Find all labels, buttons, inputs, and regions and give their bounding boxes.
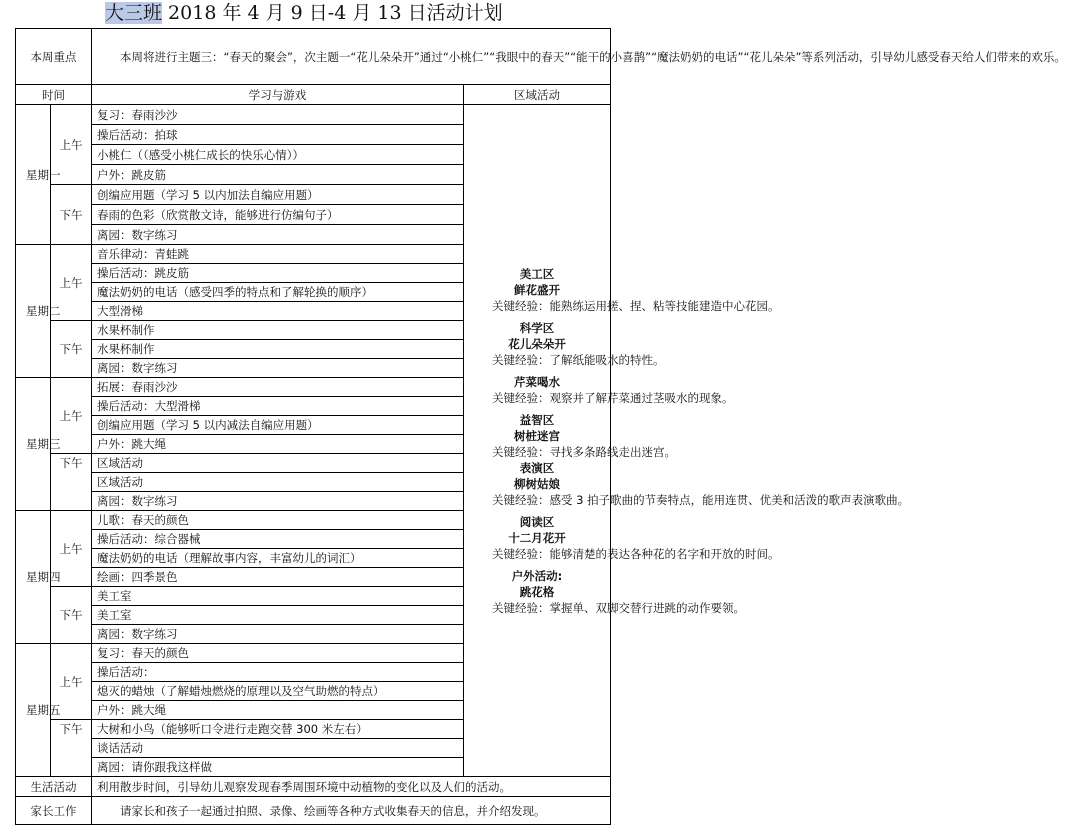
header-study: 学习与游戏: [92, 85, 464, 105]
parent-row: [16, 797, 611, 825]
day-label: 星期二: [16, 245, 51, 378]
area-qincai-title: 芹菜喝水: [514, 374, 560, 389]
activity-cell: 户外：跳大绳: [92, 435, 464, 454]
activity-cell: 操后活动：跳皮筋: [92, 264, 464, 283]
activity-cell: 熄灭的蜡烛（了解蜡烛燃烧的原理以及空气助燃的特点）: [92, 682, 464, 701]
activity-cell: 儿歌：春天的颜色: [92, 511, 464, 530]
activity-cell: 音乐律动：青蛙跳: [92, 245, 464, 264]
focus-text: 本周将进行主题三：“春天的聚会”，次主题一“花儿朵朵开”通过“小桃仁”“我眼中的春天”“能干的小喜鹊”“魔法奶奶的电话”“花儿朵朵”等系列活动，引导幼儿感受春天给人们带来的欢乐。: [92, 29, 611, 85]
pm-label: 下午: [51, 587, 92, 644]
focus-label: 本周重点: [16, 29, 92, 85]
parent-label: 家长工作: [16, 797, 92, 825]
activity-cell: 操后活动：: [92, 663, 464, 682]
day-label: 星期五: [16, 644, 51, 777]
title-rest: 2018 年 4 月 9 日-4 月 13 日活动计划: [162, 2, 503, 24]
am-label: 上午: [51, 511, 92, 587]
day-label: 星期四: [16, 511, 51, 644]
area-biaoyan-title: 表演区: [519, 460, 555, 475]
area-yuedu-sub: 十二月花开: [508, 530, 566, 545]
pm-label: 下午: [51, 454, 92, 511]
area-kexue-sub: 花儿朵朵开: [508, 336, 566, 351]
activity-cell: 谈话活动: [92, 739, 464, 758]
activity-cell: 春雨的色彩（欣赏散文诗，能够进行仿编句子）: [92, 205, 464, 225]
area-meigong-title: 美工区: [519, 266, 555, 281]
activity-cell: 小桃仁（（感受小桃仁成长的快乐心情））: [92, 145, 464, 165]
area-activities: [464, 105, 910, 777]
activity-cell: 美工室: [92, 606, 464, 625]
area-biaoyan-sub: 柳树姑娘: [514, 476, 560, 491]
table-row: [16, 105, 611, 125]
life-text: 利用散步时间，引导幼儿观察发现春季周围环境中动植物的变化以及人们的活动。: [92, 777, 611, 797]
area-kexue-text: 关键经验：了解纸能吸水的特性。: [492, 352, 665, 367]
activity-cell: 操后活动：大型滑梯: [92, 397, 464, 416]
activity-cell: 户外：跳大绳: [92, 701, 464, 720]
area-yuedu-text: 关键经验：能够清楚的表达各种花的名字和开放的时间。: [492, 546, 780, 561]
parent-text: 请家长和孩子一起通过拍照、录像、绘画等各种方式收集春天的信息，并介绍发现。: [92, 797, 611, 825]
am-label: 上午: [51, 644, 92, 720]
area-biaoyan-text: 关键经验：感受 3 拍子歌曲的节奏特点，能用连贯、优美和活泼的歌声表演歌曲。: [492, 492, 910, 507]
activity-cell: 创编应用题（学习 5 以内加法自编应用题）: [92, 185, 464, 205]
activity-cell: 离园：数字练习: [92, 492, 464, 511]
activity-cell: 创编应用题（学习 5 以内减法自编应用题）: [92, 416, 464, 435]
activity-cell: 大型滑梯: [92, 302, 464, 321]
am-label: 上午: [51, 378, 92, 454]
activity-cell: 魔法奶奶的电话（感受四季的特点和了解轮换的顺序）: [92, 283, 464, 302]
area-meigong-sub: 鲜花盛开: [514, 282, 560, 297]
activity-cell: 魔法奶奶的电话（理解故事内容，丰富幼儿的词汇）: [92, 549, 464, 568]
activity-cell: 操后活动：拍球: [92, 125, 464, 145]
activity-cell: 美工室: [92, 587, 464, 606]
activity-cell: 区域活动: [92, 473, 464, 492]
activity-cell: 离园：请你跟我这样做: [92, 758, 464, 777]
header-time: 时间: [16, 85, 92, 105]
area-huwai-text: 关键经验：掌握单、双脚交替行进跳的动作要领。: [492, 600, 745, 615]
area-yuedu-title: 阅读区: [519, 514, 555, 529]
activity-cell: 绘画：四季景色: [92, 568, 464, 587]
life-label: 生活活动: [16, 777, 92, 797]
pm-label: 下午: [51, 185, 92, 245]
focus-row: [16, 29, 611, 85]
area-huwai-sub: 跳花格: [519, 584, 555, 599]
activity-cell: 复习：春天的颜色: [92, 644, 464, 663]
pm-label: 下午: [51, 321, 92, 378]
day-label: 星期三: [16, 378, 51, 511]
area-qincai-text: 关键经验：观察并了解芹菜通过茎吸水的现象。: [492, 390, 734, 405]
area-yizhi-sub: 树桩迷宫: [514, 428, 560, 443]
activity-cell: 户外：跳皮筋: [92, 165, 464, 185]
area-yizhi-text: 关键经验：寻找多条路线走出迷宫。: [492, 444, 676, 459]
activity-cell: 离园：数字练习: [92, 359, 464, 378]
pm-label: 下午: [51, 720, 92, 777]
class-name: 大三班: [105, 2, 163, 24]
activity-cell: 离园：数字练习: [92, 225, 464, 245]
am-label: 上午: [51, 105, 92, 185]
page-title: [105, 0, 535, 26]
activity-cell: 大树和小鸟（能够听口令进行走跑交替 300 米左右）: [92, 720, 464, 739]
area-kexue-title: 科学区: [519, 320, 555, 335]
header-area: 区域活动: [464, 85, 611, 105]
activity-cell: 水果杯制作: [92, 340, 464, 359]
area-meigong-text: 关键经验：能熟练运用搓、捏、粘等技能建造中心花园。: [492, 298, 780, 313]
activity-cell: 操后活动：综合器械: [92, 530, 464, 549]
activity-cell: 离园：数字练习: [92, 625, 464, 644]
activity-cell: 拓展：春雨沙沙: [92, 378, 464, 397]
area-yizhi-title: 益智区: [519, 412, 555, 427]
life-row: [16, 777, 611, 797]
header-row: [16, 85, 611, 105]
area-huwai-title: 户外活动:: [511, 568, 563, 583]
activity-cell: 水果杯制作: [92, 321, 464, 340]
activity-cell: 区域活动: [92, 454, 464, 473]
activity-cell: 复习：春雨沙沙: [92, 105, 464, 125]
am-label: 上午: [51, 245, 92, 321]
day-label: 星期一: [16, 105, 51, 245]
plan-table: [15, 28, 1066, 825]
